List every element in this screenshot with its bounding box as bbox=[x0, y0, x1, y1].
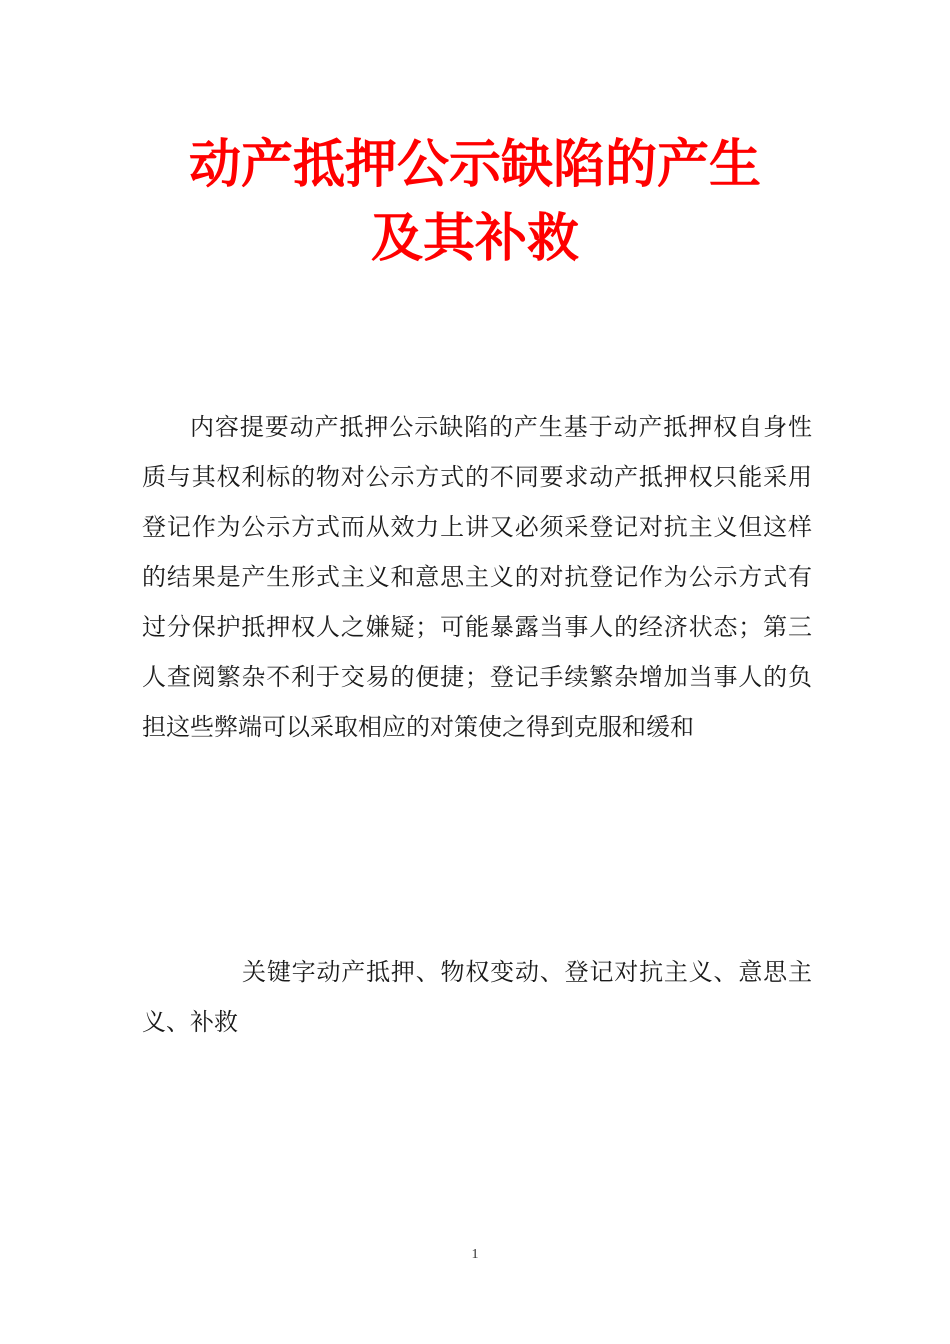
abstract-paragraph: 内容提要动产抵押公示缺陷的产生基于动产抵押权自身性质与其权利标的物对公示方式的不同要求动产抵押权只能采用登记作为公示方式而从效力上讲又必须采登记对抗主义但这样的结果是产生形式主义和意思主义的对抗登记作为公示方式有过分保护抵押权人之嫌疑；可能暴露当事人的经济状态；第三人查阅繁杂不利于交易的便捷；登记手续繁杂增加当事人的负担这些弊端可以采取相应的对策使之得到克服和缓和 bbox=[142, 413, 812, 741]
title-line-1: 动产抵押公示缺陷的产生 bbox=[188, 135, 761, 195]
document-title bbox=[120, 128, 830, 276]
title-line-2: 及其补救 bbox=[370, 209, 579, 269]
keywords-paragraph: 关键字动产抵押、物权变动、登记对抗主义、意思主义、补救 bbox=[142, 958, 812, 1036]
page-number: 1 bbox=[471, 1247, 479, 1262]
